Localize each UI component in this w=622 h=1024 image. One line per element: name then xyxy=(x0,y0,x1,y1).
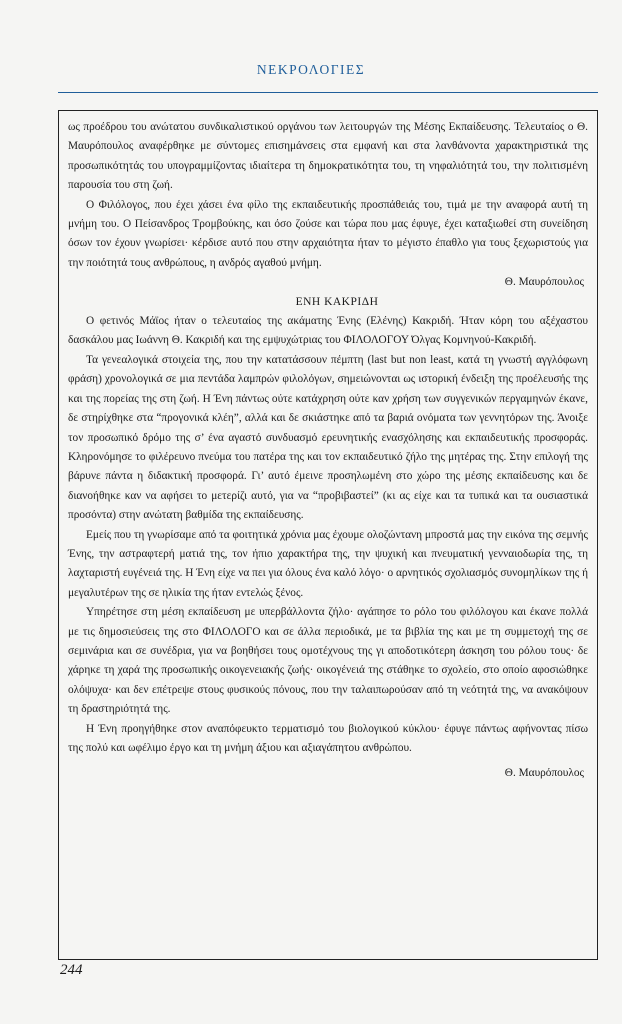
header-rule xyxy=(58,92,598,93)
page-number: 244 xyxy=(60,962,83,978)
section1-signature: Θ. Μαυρόπουλος xyxy=(504,276,584,289)
section2-paragraph: Υπηρέτησε στη μέση εκπαίδευση με υπερβάλλοντα ζήλο· αγάπησε το ρόλο του φιλόλογου και έκανε πολλά με τις δημοσιεύσεις της στο ΦΙΛΟΛΟΓΟ και σε άλλα περιοδικά, με τα βιβλία της και με τη συμμετοχή της σε σεμινάρια και σε συνέδρια, για να βοηθήσει τους ομοτέχνους της γι αποδοτικότερη άσκηση του ρόλου τους· δε χάρηκε τη χαρά της προσωπικής οικογενειακής ζωής· οικογένειά της στάθηκε το σχολείο, στο οποίο αφοσιώθηκε ολόψυχα· και δεν επέτρεψε στους φυσικούς πόνους, που την ταλαιπωρούσαν από τη νεότητά της, να ανακόψουν τη δραστηριότητά της. xyxy=(68,606,588,716)
section1-paragraph: Ο Φιλόλογος, που έχει χάσει ένα φίλο της εκπαιδευτικής προσπάθειάς του, τιμά με την αναφορά αυτή τη μνήμη του. Ο Πείσανδρος Τρομβούκης, και όσο ζούσε και τώρα που μας έφυγε, έχει καταξιωθεί στη συνείδηση όσων τον έχουν γνωρίσει· κέρδισε αυτό που στην αρχαιότητα ήταν το μέγιστο έπαθλο για τους ξεχωριστούς για την ποιότητά τους ανθρώπους, η ανδρός αγαθού μνήμη. xyxy=(68,198,588,269)
page-content xyxy=(68,118,588,784)
section2-paragraph: Ο φετινός Μάϊος ήταν ο τελευταίος της ακάματης Ένης (Ελένης) Κακριδή. Ήταν κόρη του αξέχαστου δασκάλου μας Ιωάννη Θ. Κακριδή και της εμψυχώτριας του ΦΙΛΟΛΟΓΟΥ Όλγας Κομνηνού-Κακριδή. xyxy=(68,315,588,347)
section2-paragraph: Η Ένη προηγήθηκε στον αναπόφευκτο τερματισμό του βιολογικού κύκλου· έφυγε πάντως αφήνοντας πίσω της πολύ και ωφέλιμο έργο και τη μνήμη άξιου και αξιαγάπητου ανθρώπου. xyxy=(68,722,588,754)
section1-paragraph: ως προέδρου του ανώτατου συνδικαλιστικού οργάνου των λειτουργών της Μέσης Εκπαίδευσης. Τελευταίος ο Θ. Μαυρόπουλος αναφέρθηκε με σύντομες επισημάνσεις στα εμφανή και στα λανθάνοντα χαρακτηριστικά της προσωπικότητάς του υπογραμμίζοντας ιδιαίτερα τη δημοκρατικότητα του, τη νηφαλιότητά του, την πολιτισμένη παρουσία του στη ζωή. xyxy=(68,121,588,192)
running-header: ΝΕΚΡΟΛΟΓΙΕΣ xyxy=(256,62,366,77)
section2-paragraph: Τα γενεαλογικά στοιχεία της, που την κατατάσσουν πέμπτη (last but non least, κατά τη γνωστή αγγλόφωνη φράση) χρονολογικά σε μια πεντάδα λαμπρών φιλολόγων, σημειώνονται ως ιστορική ένδειξη της προέλευσής της και της πορείας της στη ζωή. Η Ένη πάντως ούτε κατάχρηση ούτε καν χρήση των συγγενικών περγαμηνών έκανε, δε στηρίχθηκε στα “προγονικά κλέη”, αλλά και δε σκιάστηκε από τα βαριά ονόματα των γεννητόρων της. Άνοιξε τον προσωπικό δρόμο της σ’ ένα αγαστό συνδυασμό ερευνητικής ενασχόλησης και εκπαιδευτικής προσφοράς. Κληρονόμησε το φιλέρευνο πνεύμα του πατέρα της και τον εκπαιδευτικό ζήλο της μητέρας της. Στην επιλογή της βάρυνε πάντα η διδακτική προσφορά. Γι’ αυτό έμεινε προσηλωμένη στο χώρο της μέσης εκπαίδευσης και δε διανοήθηκε καν να αφήσει το μετερίζι αυτό, για να “προβιβαστεί” (κι ας είχε και τα τυπικά και τα ουσιαστικά προσόντα) στην ανώτατη βαθμίδα της εκπαίδευσης. xyxy=(68,353,588,522)
section2-title: ΕΝΗ ΚΑΚΡΙΔΗ xyxy=(295,295,379,308)
section2-paragraph: Εμείς που τη γνωρίσαμε από τα φοιτητικά χρόνια μας έχουμε ολοζώντανη μπροστά μας την εικόνα της σεμνής Ένης, την αστραφτερή ματιά της, τον ήπιο χαρακτήρα της, την ψυχική και πνευματική γενναιοδωρία της, τη λαχταριστή ευγένειά της. Η Ένη είχε να πει για όλους ένα καλό λόγο· ο αρνητικός σχολιασμός συνομηλίκων της ή μεγαλυτέρων της σε ηλικία της ήταν εντελώς ξένος. xyxy=(68,528,588,599)
section2-signature: Θ. Μαυρόπουλος xyxy=(504,767,584,780)
